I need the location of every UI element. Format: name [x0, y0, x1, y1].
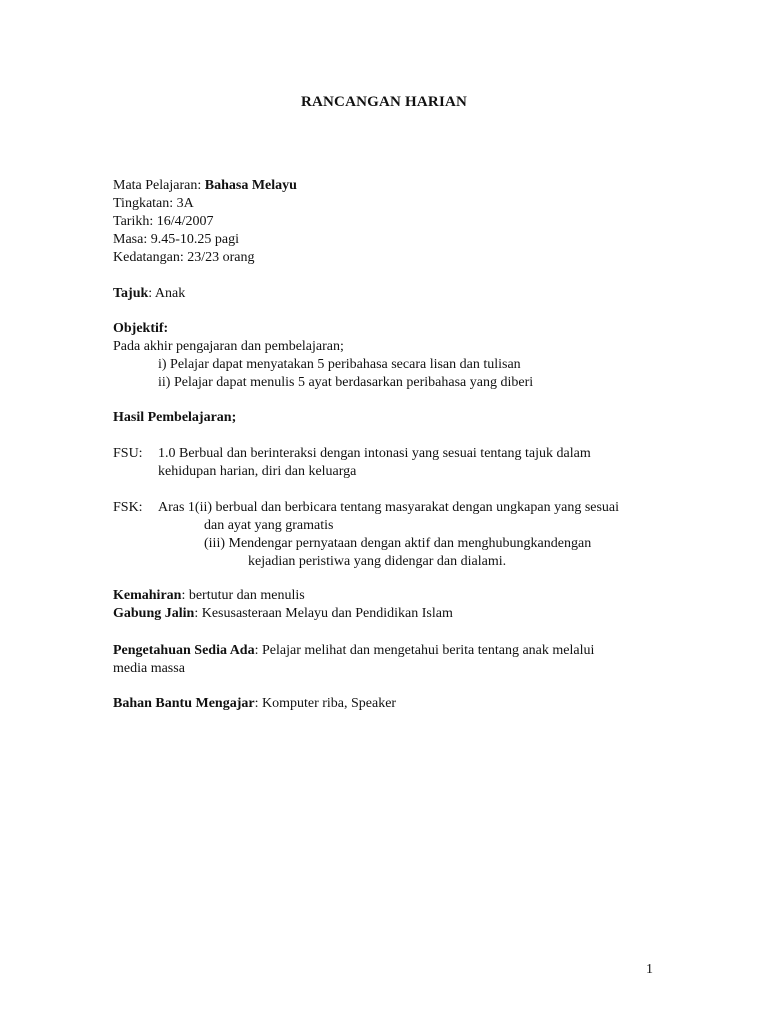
fsk-text: Aras 1(ii) berbual dan berbicara tentang masyarakat dengan ungkapan yang sesuai — [158, 500, 620, 515]
masa-line: Masa: 9.45-10.25 pagi — [113, 232, 239, 247]
bahan-value: : Komputer riba, Speaker — [254, 696, 397, 711]
page-title: RANCANGAN HARIAN — [300, 94, 468, 110]
objektif-intro: Pada akhir pengajaran dan pembelajaran; — [113, 339, 344, 354]
mata-pelajaran-label: Mata Pelajaran: — [113, 178, 205, 193]
tajuk-label: Tajuk — [113, 286, 149, 301]
bahan-label: Bahan Bantu Mengajar — [113, 696, 255, 711]
gabung-jalin-label: Gabung Jalin — [113, 606, 195, 621]
kedatangan-line: Kedatangan: 23/23 orang — [113, 250, 255, 265]
objektif-item: i) Pelajar dapat menyatakan 5 peribahasa secara lisan dan tulisan — [158, 357, 521, 372]
fsk-text: kejadian peristiwa yang didengar dan dialami. — [248, 554, 507, 569]
kemahiran-value: : bertutur dan menulis — [181, 588, 305, 603]
pengetahuan-label: Pengetahuan Sedia Ada — [113, 643, 255, 658]
bahan-line — [113, 695, 396, 713]
hasil-heading: Hasil Pembelajaran; — [113, 410, 237, 425]
gabung-jalin-line — [113, 605, 453, 623]
pengetahuan-continuation: media massa — [113, 661, 185, 676]
mata-pelajaran-line — [113, 177, 297, 195]
objektif-item: ii) Pelajar dapat menulis 5 ayat berdasarkan peribahasa yang diberi — [158, 375, 534, 390]
kemahiran-line — [113, 587, 305, 605]
tajuk-value: : Anak — [148, 286, 186, 301]
pengetahuan-line — [113, 642, 594, 660]
tarikh-line: Tarikh: 16/4/2007 — [113, 214, 214, 229]
objektif-heading: Objektif: — [113, 321, 169, 336]
fsu-text: 1.0 Berbual dan berinteraksi dengan intonasi yang sesuai tentang tajuk dalam — [158, 446, 591, 461]
fsk-label: FSK: — [113, 500, 143, 515]
pengetahuan-value: : Pelajar melihat dan mengetahui berita tentang anak melalui — [254, 643, 595, 658]
gabung-jalin-value: : Kesusasteraan Melayu dan Pendidikan Islam — [194, 606, 453, 621]
fsk-text: dan ayat yang gramatis — [204, 518, 334, 533]
tingkatan-line: Tingkatan: 3A — [113, 196, 194, 211]
page-number: 1 — [646, 962, 653, 977]
mata-pelajaran-value: Bahasa Melayu — [204, 178, 297, 193]
fsu-text: kehidupan harian, diri dan keluarga — [158, 464, 357, 479]
fsk-text: (iii) Mendengar pernyataan dengan aktif dan menghubungkandengan — [204, 536, 592, 551]
kemahiran-label: Kemahiran — [113, 588, 182, 603]
tajuk-line — [113, 285, 185, 303]
fsu-label: FSU: — [113, 446, 143, 461]
